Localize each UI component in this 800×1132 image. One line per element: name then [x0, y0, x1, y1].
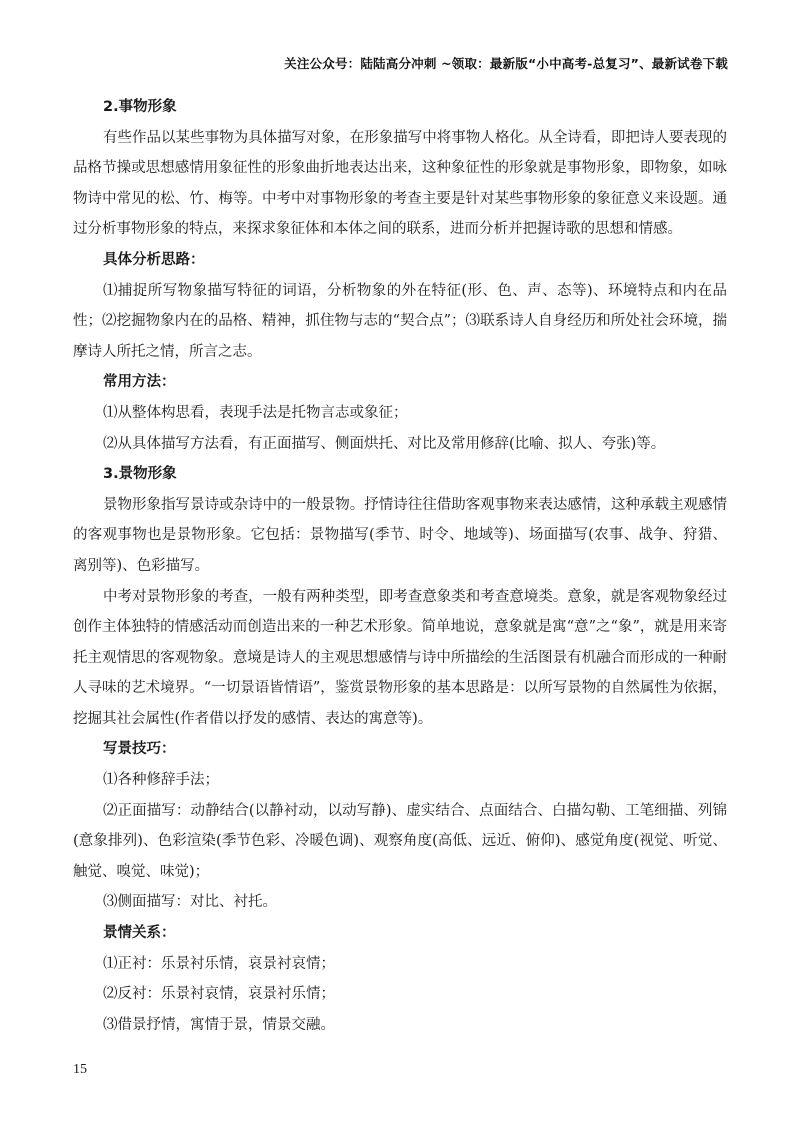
- subheading-analysis: 具体分析思路：: [103, 251, 205, 268]
- relation-item: ⑶借景抒情，寓情于景，情景交融。: [103, 1016, 335, 1033]
- paragraph-scene-definition: 景物形象指写景诗或杂诗中的一般景物。抒情诗往往借助客观事物来表达感情，这种承载主观感情的客观事物也是景物形象。它包括：景物描写(季节、时令、地域等)、场面描写(农事、战争、狩猎、离别等)、色彩描写。: [73, 496, 727, 574]
- paragraph-scene-exam: 中考对景物形象的考查，一般有两种类型，即考查意象类和考查意境类。意象，就是客观物象经过创作主体独特的情感活动而创造出来的一种艺术形象。简单地说，意象就是寓“意”之“象”，就是用来寄托主观情思的客观物象。意境是诗人的主观思想感情与诗中所描绘的生活图景有机融合而形成的一种耐人寻味的艺术境界。“一切景语皆情语”，鉴赏景物形象的基本思路是：以所写景物的自然属性为依据，挖掘其社会属性(作者借以抒发的感情、表达的寓意等)。: [73, 588, 727, 727]
- paragraph-analysis: ⑴捕捉所写物象描写特征的词语，分析物象的外在特征(形、色、声、态等)、环境特点和内在品性；⑵挖掘物象内在的品格、精神，抓住物与志的“契合点”；⑶联系诗人自身经历和所处社会环境，揣摩诗人所托之情，所言之志。: [73, 282, 727, 360]
- page-number: 15: [73, 1062, 87, 1077]
- subheading-skills: 写景技巧：: [103, 741, 176, 758]
- paragraph-object-image: 有些作品以某些事物为具体描写对象，在形象描写中将事物人格化。从全诗看，即把诗人要表现的品格节操或思想感情用象征性的形象曲折地表达出来，这种象征性的形象就是事物形象，即物象，如咏物诗中常见的松、竹、梅等。中考中对事物形象的考查主要是针对某些事物形象的象征意义来设题。通过分析事物形象的特点，来探求象征体和本体之间的联系，进而分析并把握诗歌的思想和情感。: [73, 129, 727, 238]
- subheading-methods: 常用方法：: [103, 374, 176, 391]
- skill-item: ⑶侧面描写：对比、衬托。: [103, 894, 277, 911]
- skill-item: ⑵正面描写：动静结合(以静衬动，以动写静)、虚实结合、点面结合、白描勾勒、工笔细描、列锦(意象排列)、色彩渲染(季节色彩、冷暖色调)、观察角度(高低、远近、俯仰)、感觉角度(视觉、听觉、触觉、嗅觉、味觉)；: [73, 802, 727, 880]
- skill-item: ⑴各种修辞手法；: [103, 772, 219, 789]
- document-body: [73, 92, 727, 1040]
- method-item: ⑵从具体描写方法看，有正面描写、侧面烘托、对比及常用修辞(比喻、拟人、夸张)等。: [103, 435, 666, 452]
- section-title-object-image: 2.事物形象: [103, 99, 177, 115]
- relation-item: ⑴正衬：乐景衬乐情，哀景衬哀情；: [103, 955, 335, 972]
- relation-item: ⑵反衬：乐景衬哀情，哀景衬乐情；: [103, 986, 335, 1003]
- method-item: ⑴从整体构思看，表现手法是托物言志或象征；: [103, 404, 408, 421]
- subheading-relations: 景情关系：: [103, 925, 176, 942]
- section-title-scene-image: 3.景物形象: [103, 466, 177, 483]
- page-header: 关注公众号：陆陆高分冲刺 ~领取：最新版“小中高考-总复习”、最新试卷下载: [284, 56, 728, 71]
